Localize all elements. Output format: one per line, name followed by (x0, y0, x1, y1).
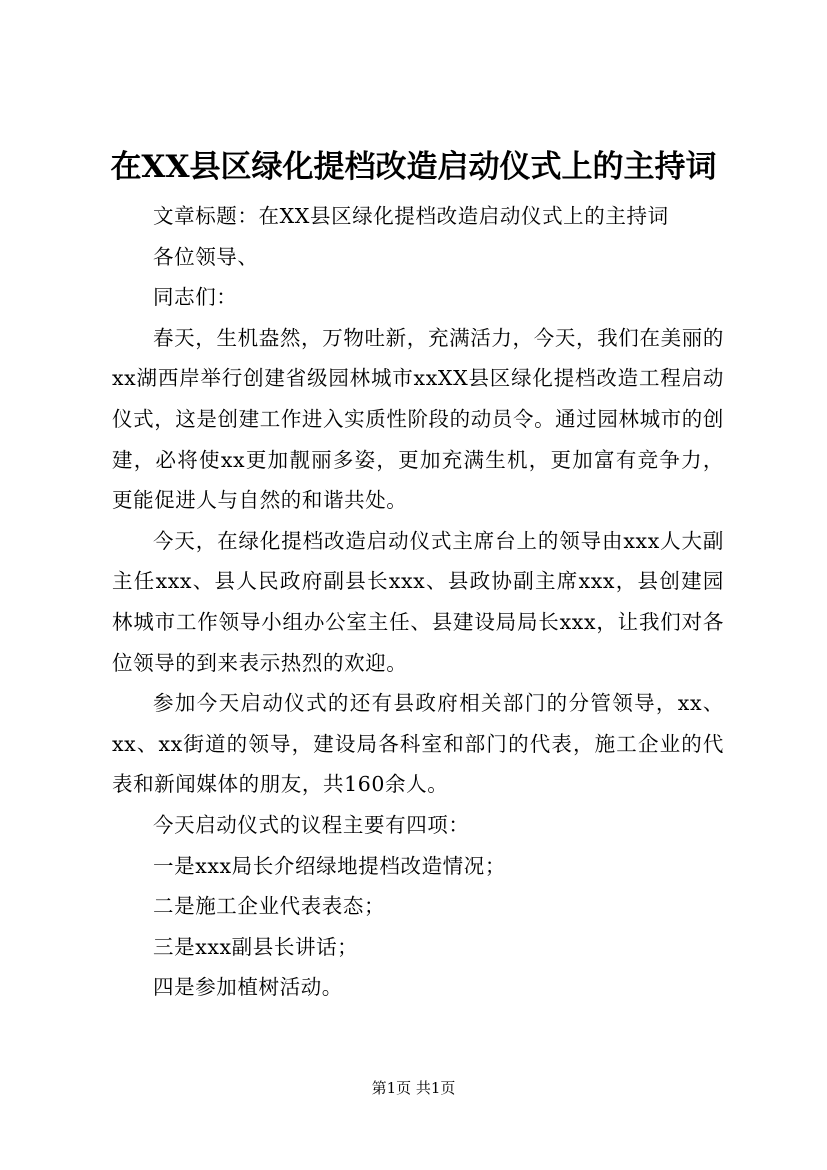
paragraph-leaders-present: 今天，在绿化提档改造启动仪式主席台上的领导由xxx人大副主任xxx、县人民政府副县长xxx、县政协副主席xxx，县创建园林城市工作领导小组办公室主任、县建设局局长xxx，让我们对各位领导的到来表示热烈的欢迎。 (112, 528, 724, 675)
paragraph-opening: 春天，生机盎然，万物吐新，充满活力，今天，我们在美丽的xx湖西岸举行创建省级园林城市xxXX县区绿化提档改造工程启动仪式，这是创建工作进入实质性阶段的动员令。通过园林城市的创建，必将使xx更加靓丽多姿，更加充满生机，更加富有竞争力，更能促进人与自然的和谐共处。 (112, 325, 724, 513)
agenda-item-1: 一是xxx局长介绍绿地提档改造情况； (153, 853, 506, 878)
agenda-item-2: 二是施工企业代表表态； (153, 894, 386, 919)
document-body (112, 196, 724, 1008)
page-footer: 第1页 共1页 (371, 1079, 456, 1097)
salutation-leaders: 各位领导、 (153, 244, 259, 269)
article-title-line: 文章标题：在XX县区绿化提档改造启动仪式上的主持词 (153, 204, 669, 228)
agenda-item-4: 四是参加植树活动。 (153, 975, 343, 1000)
agenda-item-3: 三是xxx副县长讲话； (153, 934, 359, 959)
salutation-comrades: 同志们： (153, 285, 238, 310)
agenda-intro: 今天启动仪式的议程主要有四项： (153, 812, 470, 837)
document-title: 在XX县区绿化提档改造启动仪式上的主持词 (110, 149, 717, 185)
paragraph-attendees: 参加今天启动仪式的还有县政府相关部门的分管领导，xx、xx、xx街道的领导，建设局各科室和部门的代表，施工企业的代表和新闻媒体的朋友，共160余人。 (112, 691, 724, 797)
